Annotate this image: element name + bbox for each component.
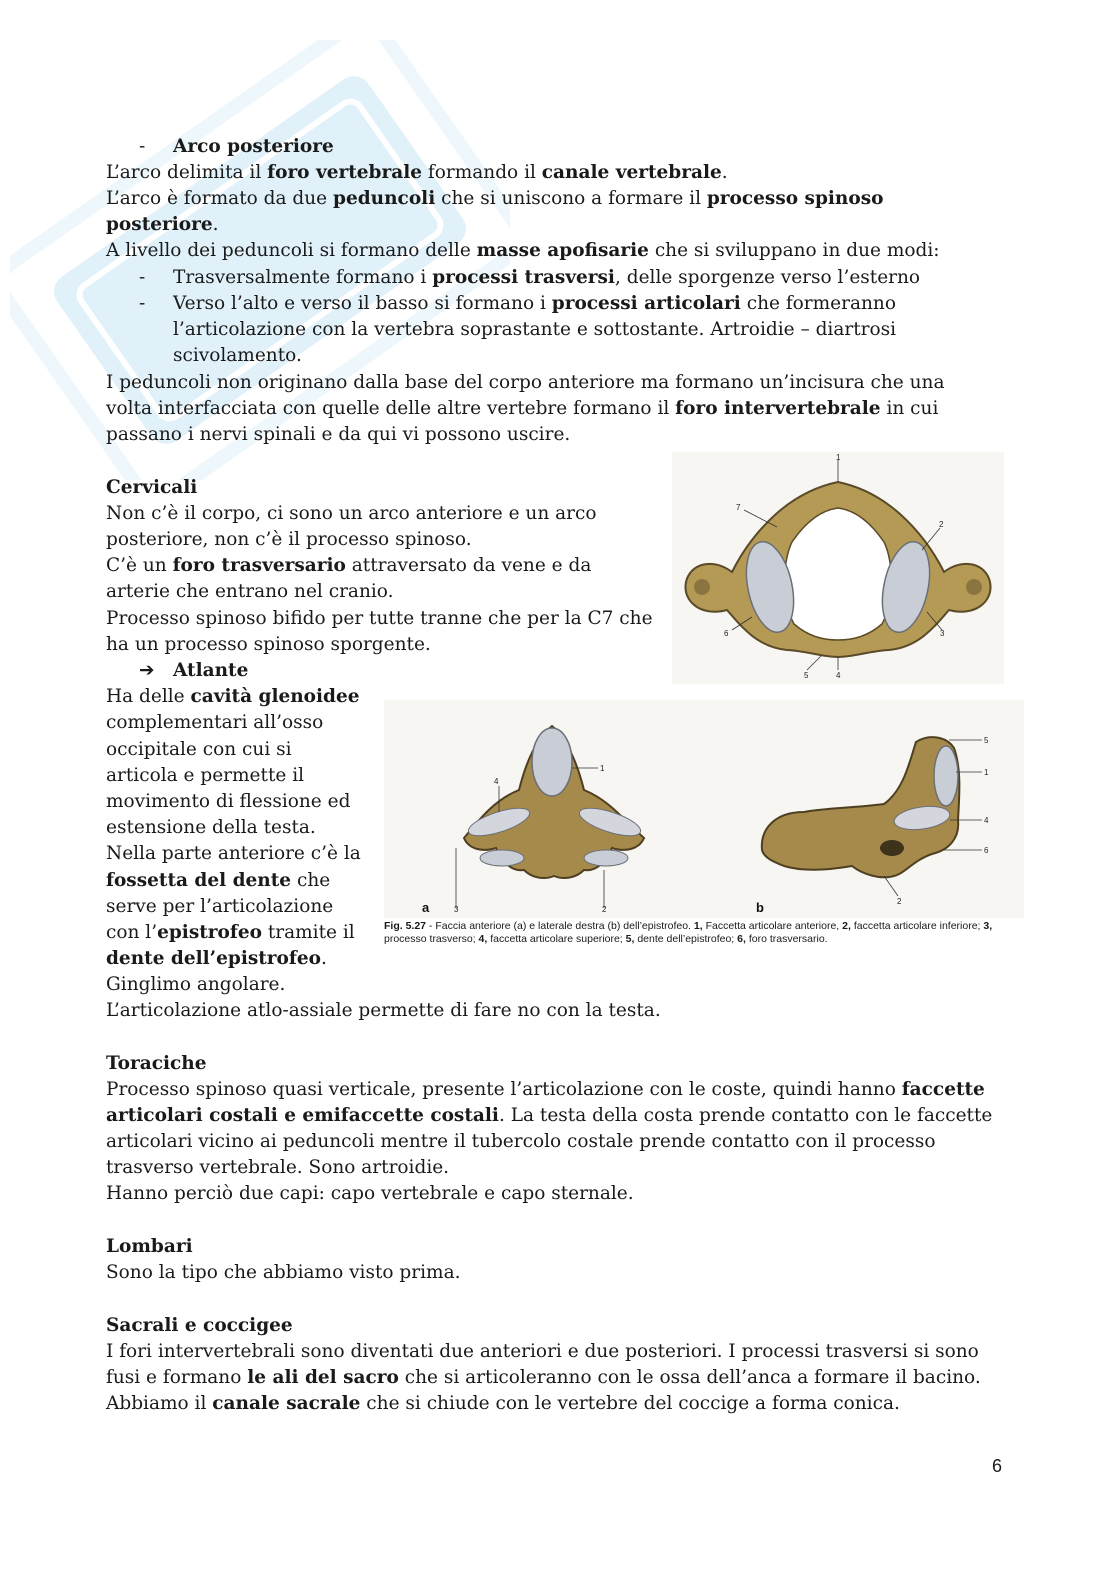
axis-b-label-2: 2 [897,897,902,906]
atlas-vertebra-figure [672,452,1004,684]
atlas-label-4: 4 [836,671,841,680]
paragraph-line: Ginglimo angolare. [106,974,286,995]
paragraph-line: I peduncoli non originano dalla base del corpo anteriore ma formano un’incisura che una [106,372,945,393]
atlas-label-5: 5 [804,671,809,680]
axis-a-label-4: 4 [494,777,499,786]
paragraph-line: movimento di flessione ed [106,791,351,812]
atlas-label-7: 7 [736,503,741,512]
paragraph-line: complementari all’osso [106,712,324,733]
paragraph-line: Non c’è il corpo, ci sono un arco anteriore e un arco [106,503,597,524]
paragraph-line: fossetta del dente che [106,870,331,891]
paragraph-line: passano i nervi spinali e da qui vi possono uscire. [106,424,571,445]
list-item-continuation: l’articolazione con la vertebra soprastante e sottostante. Artroidie – diartrosi [173,319,897,340]
axis-b-label-1: 1 [984,768,989,777]
axis-a-inferior-facet-left [480,850,524,866]
paragraph-line: posteriore, non c’è il processo spinoso. [106,529,472,550]
bullet-dash: - [139,267,146,288]
paragraph-line: I fori intervertebrali sono diventati due anteriori e due posteriori. I processi trasversi si sono [106,1341,979,1362]
axis-a-label-1: 1 [600,764,605,773]
figure-caption: Fig. 5.27 - Faccia anteriore (a) e laterale destra (b) dell’epistrofeo. 1, Faccetta articolare anteriore, 2, faccetta articolare inferiore; 3, processo trasverso; 4, faccetta articolare superiore; 5, dente dell’epistrofeo; 6, foro trasversario. [384,920,993,945]
axis-a-label-2: 2 [602,905,607,914]
atlas-label-1: 1 [836,453,841,462]
paragraph-line: articolari costali e emifaccette costali. La testa della costa prende contatto con le faccette [106,1105,993,1126]
paragraph-line: articolari vicino ai peduncoli mentre il tubercolo costale prende contatto con il processo [106,1131,936,1152]
paragraph-line: estensione della testa. [106,817,316,838]
list-item: Trasversalmente formano i processi trasversi, delle sporgenze verso l’esterno [173,267,921,288]
paragraph-line: con l’epistrofeo tramite il [106,922,355,943]
axis-b-dens-facet [934,746,958,806]
paragraph-line: Nella parte anteriore c’è la [106,843,361,864]
paragraph-line: dente dell’epistrofeo. [106,948,327,969]
heading-cervicali: Cervicali [106,477,198,498]
list-item-continuation: scivolamento. [173,345,302,366]
page-number: 6 [992,1456,1003,1476]
paragraph-line: Hanno perciò due capi: capo vertebrale e capo sternale. [106,1183,634,1204]
paragraph-line: volta interfacciata con quelle delle altre vertebre formano il foro intervertebrale in cui [106,398,939,419]
axis-b-label-5: 5 [984,736,989,745]
paragraph-line: Ha delle cavità glenoidee [106,686,360,707]
paragraph-line: Processo spinoso quasi verticale, presente l’articolazione con le coste, quindi hanno faccette [106,1079,985,1100]
axis-vertebra-figure [384,700,1024,918]
axis-a-inferior-facet-right [584,850,628,866]
panel-label-b: b [756,900,764,915]
bullet-dash: - [139,136,146,157]
axis-b-label-4: 4 [984,816,989,825]
paragraph-line: L’articolazione atlo-assiale permette di fare no con la testa. [106,1000,661,1021]
paragraph-line: C’è un foro trasversario attraversato da vene e da [106,555,592,576]
paragraph-line: A livello dei peduncoli si formano delle masse apofisarie che si sviluppano in due modi: [106,240,940,261]
paragraph-line: Sono la tipo che abbiamo visto prima. [106,1262,461,1283]
axis-a-dens-facet [532,728,572,796]
heading-lombari: Lombari [106,1236,193,1257]
paragraph-line: L’arco è formato da due peduncoli che si uniscono a formare il processo spinoso [106,188,884,209]
axis-b-label-6: 6 [984,846,989,855]
panel-label-a: a [422,900,430,915]
heading-atlante: Atlante [173,660,249,681]
paragraph-line: Processo spinoso bifido per tutte tranne che per la C7 che [106,608,653,629]
paragraph-line: serve per l’articolazione [106,896,334,917]
heading-sacrali: Sacrali e coccigee [106,1315,293,1336]
paragraph-line: trasverso vertebrale. Sono artroidie. [106,1157,450,1178]
heading-toraciche: Toraciche [106,1053,207,1074]
paragraph-line: articola e permette il [106,765,305,786]
atlas-label-2: 2 [939,520,944,529]
heading-arco-posteriore: Arco posteriore [173,136,334,157]
axis-b-transverse-foramen [880,840,904,856]
atlas-label-6: 6 [724,629,729,638]
paragraph-line: occipitale con cui si [106,739,292,760]
paragraph-line: arterie che entrano nel cranio. [106,581,394,602]
atlas-label-3: 3 [940,629,945,638]
bullet-dash: - [139,293,146,314]
paragraph-line: ha un processo spinoso sporgente. [106,634,431,655]
arrow-right-icon: ➔ [139,660,155,681]
paragraph-line: L’arco delimita il foro vertebrale formando il canale vertebrale. [106,162,728,183]
axis-a-label-3: 3 [454,905,459,914]
paragraph-line: posteriore. [106,214,219,235]
paragraph-line: fusi e formano le ali del sacro che si articoleranno con le ossa dell’anca a formare il bacino. [106,1367,981,1388]
paragraph-line: Abbiamo il canale sacrale che si chiude con le vertebre del coccige a forma conica. [106,1393,900,1414]
list-item: Verso l’alto e verso il basso si formano i processi articolari che formeranno [173,293,896,314]
